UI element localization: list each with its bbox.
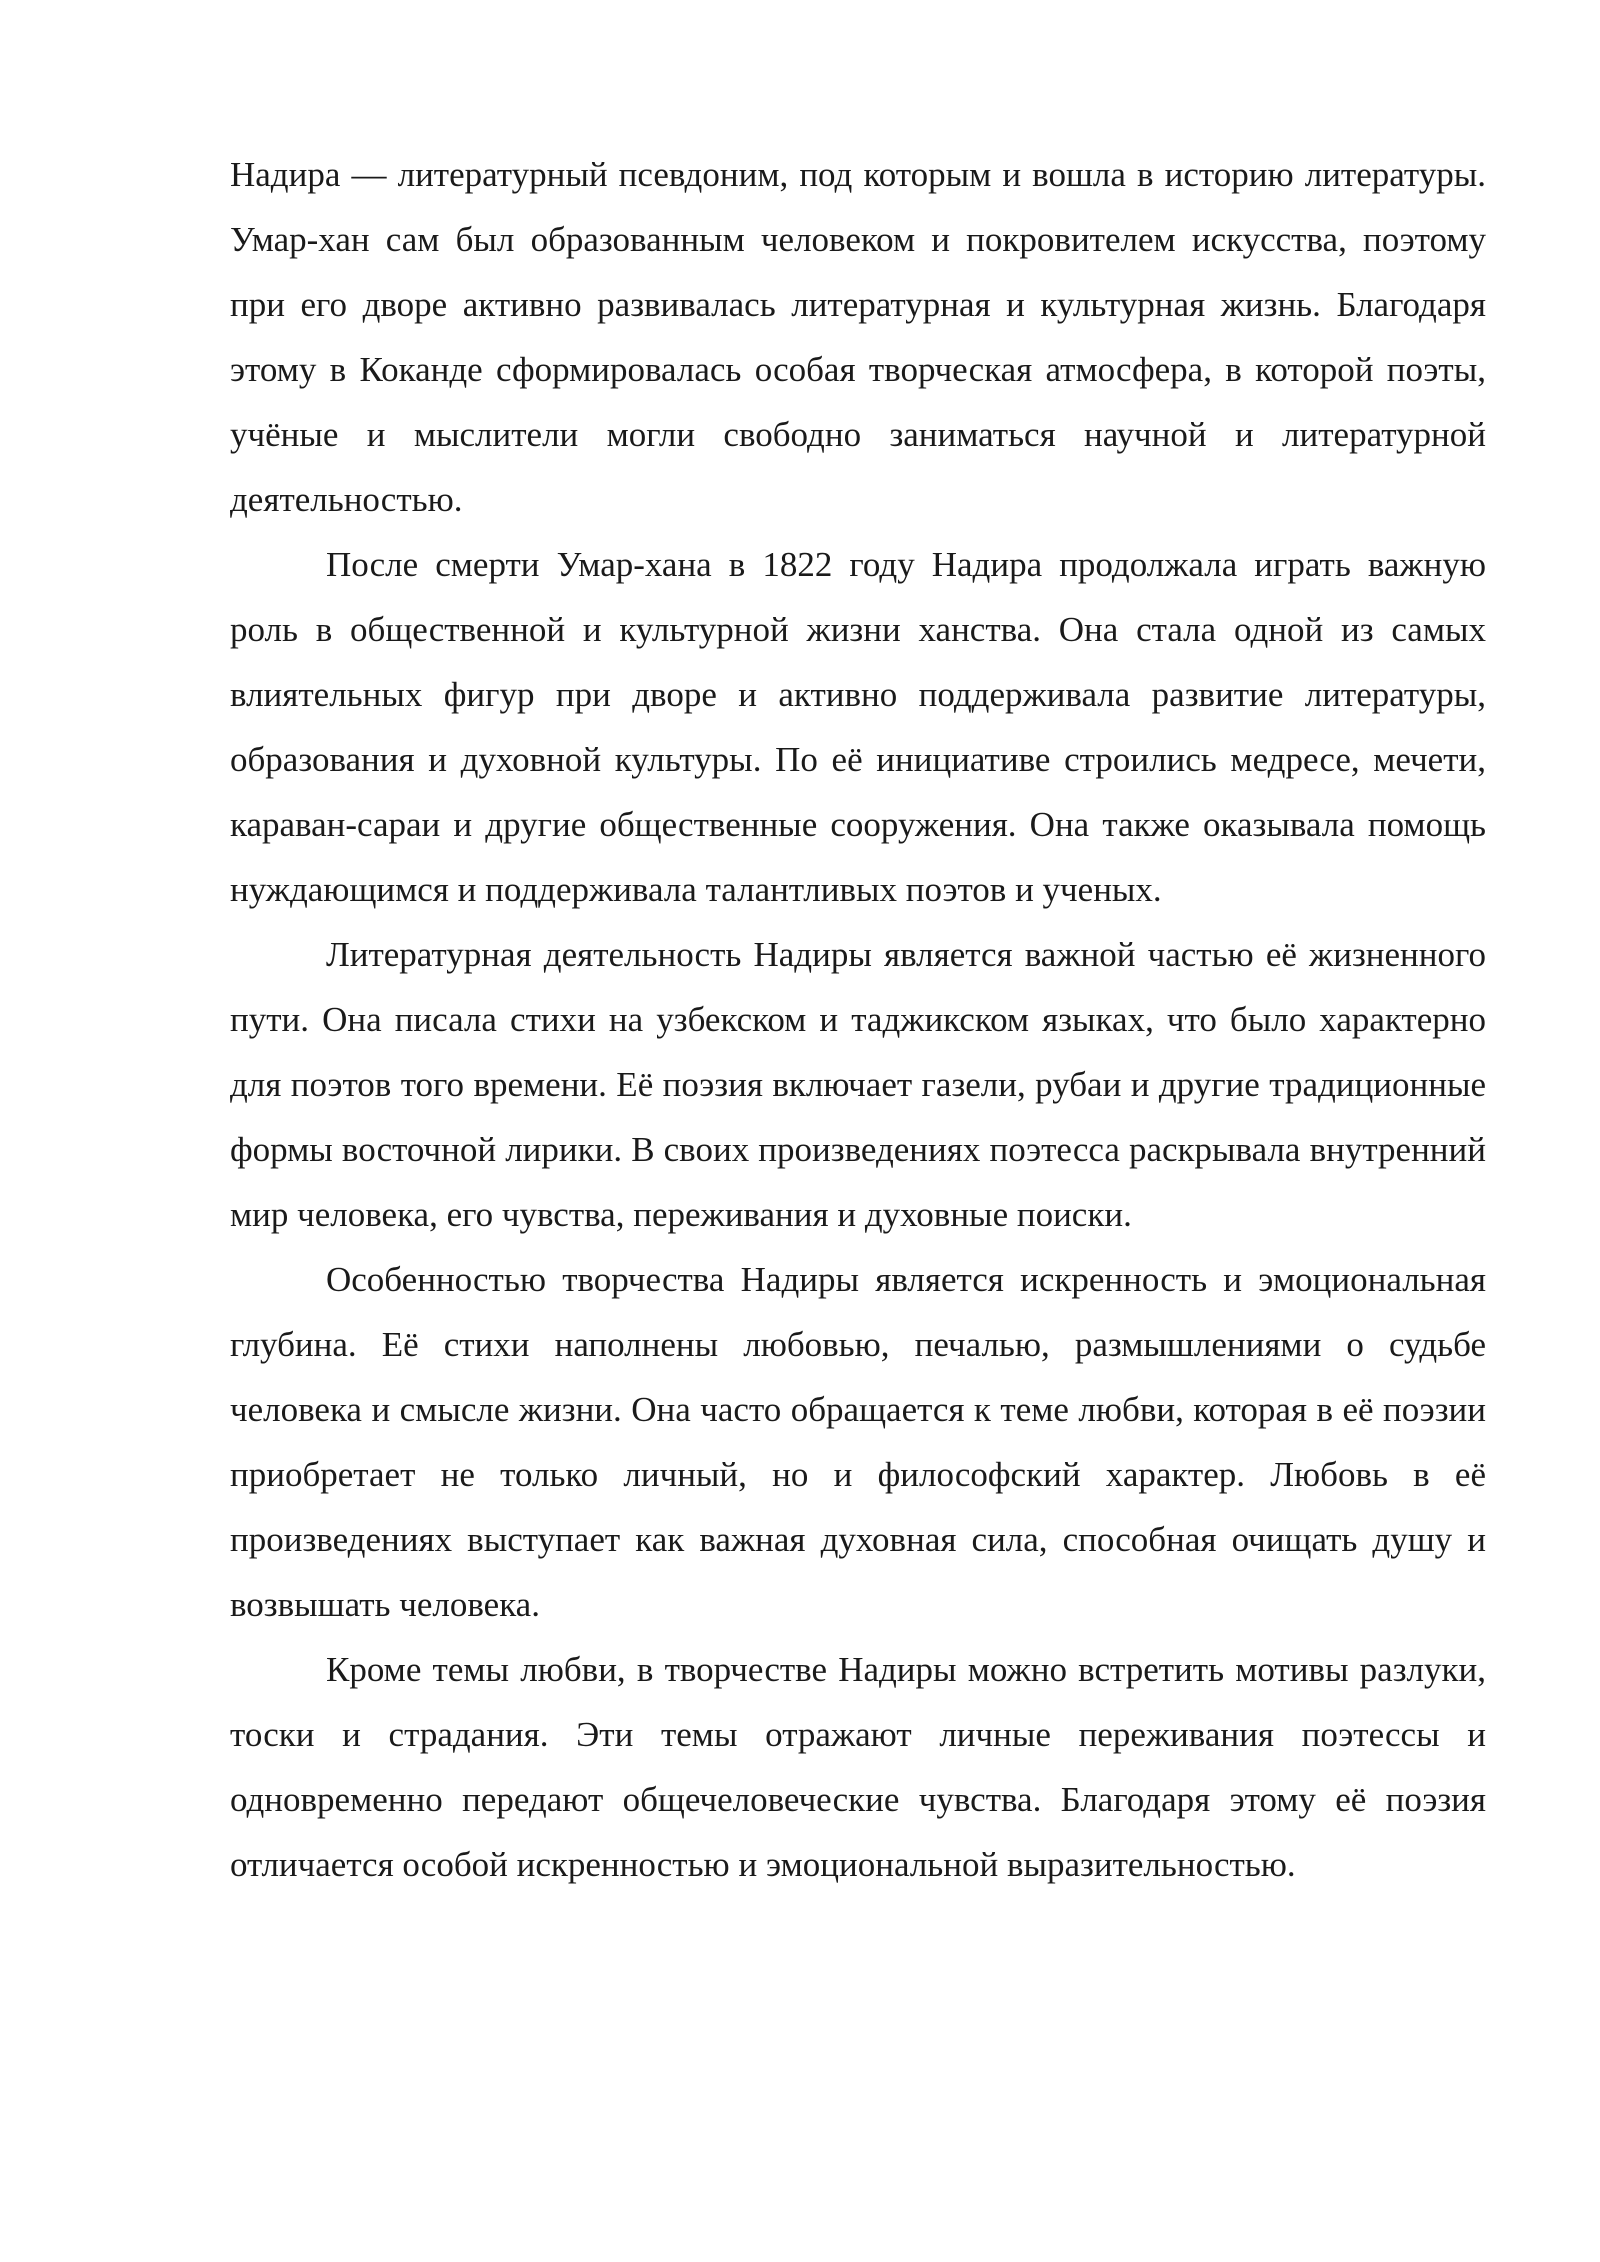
document-body bbox=[230, 142, 1486, 1897]
paragraph-1: Надира — литературный псевдоним, под которым и вошла в историю литературы. Умар-хан сам был образованным человеком и покровителем искусства, поэтому при его дворе активно развивалась литературная и культурная жизнь. Благодаря этому в Коканде сформировалась особая творческая атмосфера, в которой поэты, учёные и мыслители могли свободно заниматься научной и литературной деятельностью. bbox=[230, 155, 1486, 519]
paragraph-4: Особенностью творчества Надиры является искренность и эмоциональная глубина. Её стихи наполнены любовью, печалью, размышлениями о судьбе человека и смысле жизни. Она часто обращается к теме любви, которая в её поэзии приобретает не только личный, но и философский характер. Любовь в её произведениях выступает как важная духовная сила, способная очищать душу и возвышать человека. bbox=[230, 1260, 1486, 1624]
paragraph-2: После смерти Умар-хана в 1822 году Надира продолжала играть важную роль в общественной и культурной жизни ханства. Она стала одной из самых влиятельных фигур при дворе и активно поддерживала развитие литературы, образования и духовной культуры. По её инициативе строились медресе, мечети, караван-сараи и другие общественные сооружения. Она также оказывала помощь нуждающимся и поддерживала талантливых поэтов и ученых. bbox=[230, 545, 1486, 909]
paragraph-3: Литературная деятельность Надиры является важной частью её жизненного пути. Она писала стихи на узбекском и таджикском языках, что было характерно для поэтов того времени. Её поэзия включает газели, рубаи и другие традиционные формы восточной лирики. В своих произведениях поэтесса раскрывала внутренний мир человека, его чувства, переживания и духовные поиски. bbox=[230, 935, 1486, 1234]
paragraph-5: Кроме темы любви, в творчестве Надиры можно встретить мотивы разлуки, тоски и страдания. Эти темы отражают личные переживания поэтессы и одновременно передают общечеловеческие чувства. Благодаря этому её поэзия отличается особой искренностью и эмоциональной выразительностью. bbox=[230, 1650, 1486, 1884]
